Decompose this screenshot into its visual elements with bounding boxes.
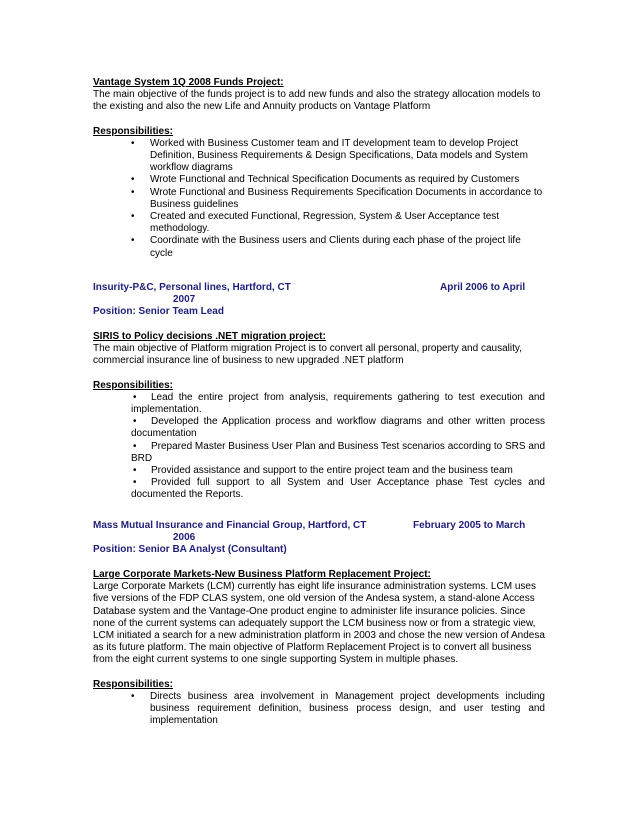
list-item: • Wrote Functional and Technical Specification Documents as required by Customers	[131, 174, 520, 186]
job-date-cont: 2007	[173, 294, 196, 306]
company-name: Insurity-P&C, Personal lines, Hartford, CT	[93, 282, 291, 293]
bullet-icon: •	[131, 174, 135, 186]
list-item: • Coordinate with the Business users and Clients during each phase of the project life cycle	[131, 235, 521, 259]
bullet-icon: •	[131, 211, 135, 223]
bullet-icon: •	[133, 477, 137, 489]
bullet-icon: •	[133, 391, 137, 403]
project-description: Large Corporate Markets (LCM) currently has eight life insurance administration systems. LCM uses five versions of the FDP CLAS system, one old version of the Andesa system, a stand-alone Access Database system and the Vantage-One product engine to administer life insurance policies. Since none of the current systems can adequately support the LCM business now or from a strategic view, LCM initiated a search for a new administration platform in 2003 and chose the new version of Andesa as its future platform. The main objective of Platform Replacement Project is to convert all business from the eight current systems to one single supporting System in multiple phases.	[93, 581, 545, 666]
job-date-cont: 2006	[173, 532, 196, 544]
bullet-icon: •	[131, 690, 135, 702]
project-vantage	[93, 77, 545, 260]
project-title: Large Corporate Markets-New Business Platform Replacement Project:	[93, 569, 431, 580]
responsibilities-label: Responsibilities:	[93, 125, 174, 137]
list-item: • Directs business area involvement in Management project developments including business requirement definition, business process design, and user testing and implementation	[131, 690, 545, 727]
responsibilities-label: Responsibilities:	[93, 678, 174, 690]
bullet-icon: •	[133, 416, 137, 428]
bullet-icon: •	[131, 186, 135, 198]
list-item: • Provided assistance and support to the entire project team and the business team	[133, 465, 513, 477]
job-date: April 2006 to April	[440, 282, 526, 293]
list-item: • Developed the Application process and workflow diagrams and other written process documentation	[131, 416, 545, 440]
project-description: The main objective of the funds project is to add new funds and also the strategy allocation models to the existing and also the new Life and Annuity products on Vantage Platform	[93, 89, 541, 113]
bullet-icon: •	[133, 465, 137, 477]
list-item: • Prepared Master Business User Plan and Business Test scenarios according to SRS and BRD	[131, 440, 545, 464]
list-item: • Created and executed Functional, Regression, System & User Acceptance test methodology.	[131, 211, 500, 235]
list-item: • Worked with Business Customer team and IT development team to develop Project Definition, Business Requirements & Design Specifications, Data models and System workflow diagrams	[131, 137, 528, 174]
bullet-icon: •	[133, 440, 137, 452]
position-title: Position: Senior Team Lead	[93, 306, 224, 318]
list-item: • Wrote Functional and Business Requirements Specification Documents in accordance to Business guidelines	[131, 186, 543, 210]
responsibilities-label: Responsibilities:	[93, 379, 174, 391]
job-mass-mutual	[93, 520, 545, 557]
position-title: Position: Senior BA Analyst (Consultant)	[93, 544, 287, 556]
project-lcm	[93, 569, 545, 727]
bullet-icon: •	[131, 235, 135, 247]
project-title: Vantage System 1Q 2008 Funds Project:	[93, 77, 284, 88]
project-description: The main objective of Platform migration Project is to convert all personal, property and causality, commercial insurance line of business to new upgraded .NET platform	[93, 343, 522, 367]
company-name: Mass Mutual Insurance and Financial Group, Hartford, CT	[93, 520, 367, 531]
list-item: • Lead the entire project from analysis, requirements gathering to test execution and implementation.	[131, 391, 545, 416]
bullet-icon: •	[131, 137, 135, 149]
job-insurity	[93, 282, 545, 319]
project-siris	[93, 331, 545, 502]
project-title: SIRIS to Policy decisions .NET migration project:	[93, 331, 326, 342]
job-date: February 2005 to March	[413, 520, 526, 531]
list-item: • Provided full support to all System and User Acceptance phase Test cycles and documented the Reports.	[131, 477, 545, 501]
